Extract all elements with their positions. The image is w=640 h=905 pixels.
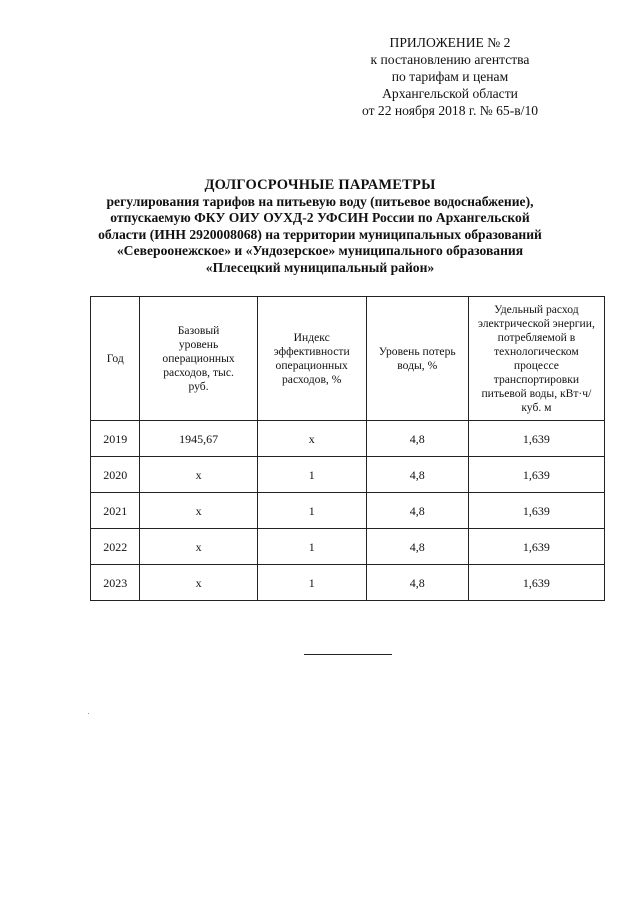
table-row xyxy=(91,457,605,493)
title-line: регулирования тарифов на питьевую воду (питьевое водоснабжение), xyxy=(106,193,534,209)
cell-base: х xyxy=(140,529,257,565)
cell-index: 1 xyxy=(257,565,366,601)
parameters-table xyxy=(90,296,605,601)
cell-base: х xyxy=(140,565,257,601)
cell-base: х xyxy=(140,457,257,493)
cell-index: х xyxy=(257,421,366,457)
cell-energy: 1,639 xyxy=(468,565,604,601)
scan-artifact xyxy=(88,713,89,714)
table-header-row xyxy=(91,297,605,421)
header-water-loss: Уровень потерь воды, % xyxy=(366,297,468,421)
cell-loss: 4,8 xyxy=(366,457,468,493)
cell-energy: 1,639 xyxy=(468,457,604,493)
cell-loss: 4,8 xyxy=(366,493,468,529)
cell-energy: 1,639 xyxy=(468,493,604,529)
cell-energy: 1,639 xyxy=(468,421,604,457)
table-row xyxy=(91,565,605,601)
cell-year: 2023 xyxy=(91,565,140,601)
cell-year: 2019 xyxy=(91,421,140,457)
title-line: «Североонежское» и «Ундозерское» муниципального образования xyxy=(116,243,524,258)
closing-divider xyxy=(304,654,392,655)
appendix-number: ПРИЛОЖЕНИЕ № 2 xyxy=(389,35,511,50)
cell-year: 2021 xyxy=(91,493,140,529)
cell-index: 1 xyxy=(257,457,366,493)
title-heading: ДОЛГОСРОЧНЫЕ ПАРАМЕТРЫ xyxy=(204,177,436,193)
table-row xyxy=(91,529,605,565)
cell-year: 2020 xyxy=(91,457,140,493)
appendix-date: от 22 ноября 2018 г. № 65-в/10 xyxy=(361,103,539,118)
header-efficiency-index: Индекс эффективности операционных расходов, % xyxy=(257,297,366,421)
document-title xyxy=(70,177,570,276)
appendix-block xyxy=(340,34,560,119)
appendix-reference: к постановлению агентства xyxy=(370,52,530,67)
title-line: области (ИНН 2920008068) на территории муниципальных образований xyxy=(98,226,542,242)
cell-base: 1945,67 xyxy=(140,421,257,457)
header-year: Год xyxy=(91,297,140,421)
appendix-agency: по тарифам и ценам xyxy=(391,69,509,84)
title-line: отпускаемую ФКУ ОИУ ОУХД-2 УФСИН России по Архангельской xyxy=(110,210,530,225)
appendix-region: Архангельской области xyxy=(382,86,518,101)
cell-index: 1 xyxy=(257,493,366,529)
cell-base: х xyxy=(140,493,257,529)
table-row xyxy=(91,493,605,529)
cell-year: 2022 xyxy=(91,529,140,565)
header-base-expenses: Базовый уровень операционных расходов, тыс. руб. xyxy=(140,297,257,421)
table-row xyxy=(91,421,605,457)
header-energy-consumption: Удельный расход электрической энергии, потребляемой в технологическом процессе транспортировки питьевой воды, кВт·ч/куб. м xyxy=(468,297,604,421)
cell-loss: 4,8 xyxy=(366,565,468,601)
cell-energy: 1,639 xyxy=(468,529,604,565)
cell-loss: 4,8 xyxy=(366,421,468,457)
cell-loss: 4,8 xyxy=(366,529,468,565)
title-line: «Плесецкий муниципальный район» xyxy=(205,259,435,275)
cell-index: 1 xyxy=(257,529,366,565)
